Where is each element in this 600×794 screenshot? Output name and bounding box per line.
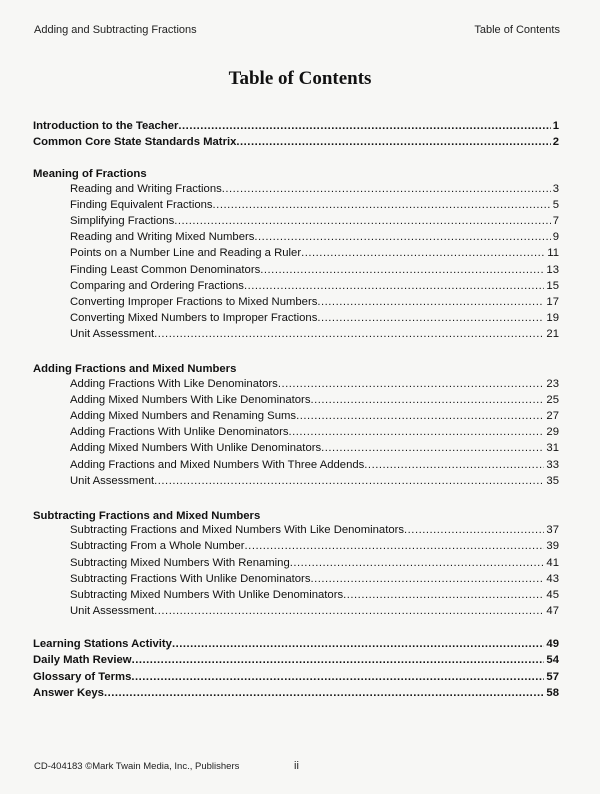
toc-entry-label: Subtracting Fractions With Unlike Denominators [70,572,311,585]
dot-leader [290,557,545,569]
toc-entry-page: 11 [547,247,559,260]
toc-entry-page: 37 [546,524,559,537]
page-title: Table of Contents [228,68,372,89]
toc-entry-page: 27 [546,410,559,422]
toc-entry-page: 19 [546,312,559,325]
toc-entry-label: Adding Mixed Numbers and Renaming Sums [70,410,297,422]
toc-entry-label: Unit Assessment [70,474,155,487]
toc-entry-label: Glossary of Terms [33,670,132,683]
dot-leader [278,378,545,390]
dot-leader [132,654,545,666]
toc-entry-label: Unit Assessment [70,328,155,341]
section-heading: Meaning of Fractions [33,168,147,181]
toc-entry-label: Subtracting Fractions and Mixed Numbers With Like Denominators [70,524,405,537]
dot-leader [310,573,544,585]
toc-entry [33,426,559,442]
toc-entry-label: Reading and Writing Mixed Numbers [70,231,255,244]
toc-entry-label: Introduction to the Teacher [33,120,179,132]
toc-entry-label: Points on a Number Line and Reading a Ruler [70,247,302,260]
toc-entry-label: Subtracting Mixed Numbers With Renaming [70,556,290,569]
toc-entry-label: Comparing and Ordering Fractions [70,279,244,292]
toc-entry-page: 39 [546,540,559,553]
toc-entry-label: Converting Mixed Numbers to Improper Fractions [70,312,318,325]
dot-leader [172,638,544,650]
dot-leader [260,264,544,276]
toc-entry-label: Common Core State Standards Matrix [33,136,237,149]
dot-leader [236,136,550,148]
section-heading: Subtracting Fractions and Mixed Numbers [33,509,261,522]
toc-entry-page: 31 [546,442,559,455]
toc-entry-page: 57 [546,670,559,683]
toc-entry-page: 25 [546,393,559,406]
dot-leader [131,671,544,683]
toc-entry [33,247,559,263]
toc-entry [33,589,559,605]
dot-leader [364,459,544,471]
toc-entry [33,540,559,556]
toc-entry-page: 9 [552,231,559,244]
toc-entry-label: Finding Equivalent Fractions [70,198,213,211]
toc-entry-page: 3 [552,182,559,195]
dot-leader [317,296,544,308]
toc-entry [33,524,559,540]
toc-entry-page: 13 [546,263,559,276]
dot-leader [104,687,544,699]
toc-entry [33,459,559,475]
header-book-title: Adding and Subtracting Fractions [34,24,197,36]
section-heading: Adding Fractions and Mixed Numbers [33,363,237,376]
toc-entry-label: Simplifying Fractions [70,214,175,227]
page-number: ii [294,760,299,772]
dot-leader [404,524,544,536]
toc-entry-label: Subtracting From a Whole Number [70,540,245,553]
dot-leader [244,280,544,292]
toc-entry [33,671,559,687]
toc-entry [33,120,559,136]
toc-entry [33,296,559,312]
toc-entry [33,605,559,621]
publisher-credit: CD-404183 ©Mark Twain Media, Inc., Publishers [34,761,240,772]
toc-entry-page: 35 [546,474,559,487]
toc-entry-label: Adding Mixed Numbers With Unlike Denominators [70,442,322,455]
toc-entry-page: 7 [552,214,559,227]
toc-entry-page: 49 [546,638,559,651]
toc-entry-page: 1 [552,120,559,132]
toc-entry-page: 45 [546,588,559,601]
toc-entry-label: Adding Mixed Numbers With Like Denominators [70,393,311,406]
dot-leader [154,475,544,487]
toc-entry [33,394,559,410]
dot-leader [154,605,544,617]
toc-entry [33,199,559,215]
toc-entry [33,264,559,280]
toc-entry-label: Finding Least Common Denominators [70,263,261,276]
toc-entry [33,231,559,247]
toc-entry [33,475,559,491]
toc-entry [33,442,559,458]
toc-entry-page: 29 [546,426,559,439]
toc-entry [33,687,559,703]
toc-entry-label: Daily Math Review [33,654,132,667]
toc-entry-page: 43 [546,572,559,585]
toc-entry-page: 33 [546,458,559,471]
toc-entry-label: Answer Keys [33,686,104,699]
dot-leader [254,231,550,243]
toc-entry [33,312,559,328]
dot-leader [301,247,545,259]
dot-leader [174,215,550,227]
dot-leader [289,426,545,438]
toc-entry-label: Converting Improper Fractions to Mixed Numbers [70,295,318,308]
dot-leader [321,442,544,454]
dot-leader [343,589,544,601]
toc-entry-label: Subtracting Mixed Numbers With Unlike Denominators [70,588,344,601]
toc-entry [33,557,559,573]
toc-entry-page: 2 [552,136,559,149]
toc-entry-page: 17 [546,295,559,308]
dot-leader [245,540,545,552]
toc-entry [33,215,559,231]
toc-entry-page: 41 [546,556,559,569]
dot-leader [154,328,544,340]
toc-entry-page: 58 [546,686,559,699]
dot-leader [310,394,544,406]
toc-entry-label: Adding Fractions With Unlike Denominators [70,426,289,439]
toc-entry-label: Unit Assessment [70,605,155,618]
header-section-title: Table of Contents [474,24,560,36]
toc-entry [33,410,559,426]
dot-leader [296,410,544,422]
toc-entry [33,136,559,152]
toc-entry-label: Adding Fractions With Like Denominators [70,377,278,390]
dot-leader [213,199,551,211]
toc-entry-label: Adding Fractions and Mixed Numbers With Three Addends [70,458,365,471]
toc-entry [33,328,559,344]
toc-entry-page: 47 [546,605,559,618]
dot-leader [317,312,544,324]
toc-entry-label: Reading and Writing Fractions [70,182,222,195]
toc-entry [33,280,559,296]
toc-entry [33,183,559,199]
dot-leader [178,120,550,132]
toc-entry-page: 5 [552,198,559,211]
toc-entry [33,573,559,589]
toc-entry-page: 15 [546,279,559,292]
toc-entry-page: 21 [546,328,559,341]
toc-entry [33,378,559,394]
toc-entry [33,654,559,670]
toc-entry [33,638,559,654]
toc-entry-page: 23 [546,377,559,390]
toc-entry-page: 54 [546,654,559,667]
table-of-contents [33,120,559,703]
toc-entry-label: Learning Stations Activity [33,638,172,651]
dot-leader [222,183,551,195]
